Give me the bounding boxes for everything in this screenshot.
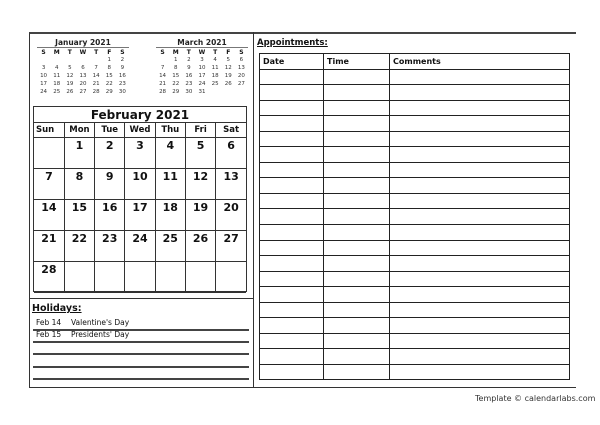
appointment-time-cell[interactable] (324, 116, 390, 132)
appointment-time-cell[interactable] (324, 240, 390, 256)
day-cell (90, 56, 103, 64)
appointments-table (259, 53, 570, 380)
appointment-comments-cell[interactable] (390, 364, 570, 380)
appointment-date-cell[interactable] (260, 162, 324, 178)
day-cell: 26 (224, 81, 232, 87)
appointment-time-cell[interactable] (324, 256, 390, 272)
day-cell: 28 (159, 89, 167, 95)
week-row (34, 261, 246, 292)
appointment-time-cell[interactable] (324, 271, 390, 287)
week-row (37, 72, 129, 80)
holiday-date: Feb 15 (36, 330, 62, 339)
day-cell: 30 (118, 89, 126, 95)
week-row (156, 88, 248, 96)
day-cell: 29 (172, 89, 180, 95)
day-cell: 1 (107, 57, 112, 63)
appointment-time-cell[interactable] (324, 318, 390, 334)
day-cell: 7 (160, 65, 165, 71)
day-cell: 16 (118, 73, 126, 79)
appointment-row (260, 209, 570, 225)
day-cell[interactable]: 23 (95, 230, 125, 261)
appointment-date-cell[interactable] (260, 349, 324, 365)
week-row (156, 56, 248, 64)
day-cell: 17 (40, 81, 48, 87)
footer-credit: Template © calendarlabs.com (475, 394, 596, 403)
appointment-row (260, 178, 570, 194)
appointment-row (260, 364, 570, 380)
panel-divider (253, 32, 254, 388)
mini-calendar-january (37, 38, 129, 96)
weekday-label: T (67, 48, 72, 56)
holidays-title: Holidays: (32, 303, 82, 314)
day-cell: 9 (187, 65, 191, 71)
week-row (156, 80, 248, 88)
day-cell: 29 (105, 89, 113, 95)
divider (33, 329, 249, 331)
day-cell: 2 (187, 57, 191, 63)
appointment-comments-cell[interactable] (390, 349, 570, 365)
appointment-date-cell[interactable] (260, 85, 324, 101)
day-cell[interactable]: 9 (95, 168, 125, 199)
weekday-label: T (94, 48, 99, 56)
day-cell (76, 56, 89, 64)
column-header-time: Time (324, 54, 390, 70)
day-cell[interactable] (95, 261, 125, 292)
day-cell (222, 88, 235, 96)
appointment-row (260, 287, 570, 303)
day-cell: 28 (92, 89, 100, 95)
day-cell: 25 (53, 89, 61, 95)
day-cell: 3 (41, 65, 46, 71)
appointment-time-cell[interactable] (324, 193, 390, 209)
divider (33, 341, 249, 343)
appointment-date-cell[interactable] (260, 100, 324, 116)
day-cell: 4 (213, 57, 217, 63)
appointment-time-cell[interactable] (324, 302, 390, 318)
appointment-date-cell[interactable] (260, 69, 324, 85)
appointment-comments-cell[interactable] (390, 302, 570, 318)
day-cell[interactable]: 15 (64, 199, 94, 230)
day-cell[interactable]: 14 (34, 199, 64, 230)
appointment-time-cell[interactable] (324, 85, 390, 101)
appointment-date-cell[interactable] (260, 364, 324, 380)
appointment-time-cell[interactable] (324, 333, 390, 349)
day-cell: 24 (198, 81, 206, 87)
appointment-row (260, 225, 570, 241)
day-cell[interactable]: 11 (155, 168, 185, 199)
weekday-label: M (53, 48, 60, 56)
day-cell: 18 (211, 73, 219, 79)
day-cell: 23 (185, 81, 193, 87)
day-cell[interactable]: 8 (64, 168, 94, 199)
appointment-time-cell[interactable] (324, 69, 390, 85)
appointment-row (260, 147, 570, 163)
holiday-name: Valentine's Day (71, 318, 130, 327)
day-cell: 5 (226, 57, 231, 63)
appointment-time-cell[interactable] (324, 349, 390, 365)
divider (33, 366, 249, 368)
appointment-comments-cell[interactable] (390, 333, 570, 349)
day-cell: 11 (53, 73, 61, 79)
weekday-label: T (213, 48, 218, 56)
appointment-time-cell[interactable] (324, 178, 390, 194)
appointment-date-cell[interactable] (260, 193, 324, 209)
week-row (34, 137, 246, 168)
day-cell: 7 (94, 65, 98, 71)
appointment-time-cell[interactable] (324, 209, 390, 225)
weekday-header: Sat (216, 123, 246, 137)
day-cell: 1 (173, 57, 178, 63)
appointment-row (260, 333, 570, 349)
day-cell[interactable] (216, 261, 246, 292)
day-cell[interactable]: 25 (155, 230, 185, 261)
appointment-date-cell[interactable] (260, 287, 324, 303)
appointment-comments-cell[interactable] (390, 131, 570, 147)
week-row (34, 168, 246, 199)
appointment-comments-cell[interactable] (390, 240, 570, 256)
appointment-time-cell[interactable] (324, 287, 390, 303)
weekday-header: Wed (125, 123, 155, 137)
day-cell[interactable] (125, 261, 155, 292)
appointment-comments-cell[interactable] (390, 69, 570, 85)
day-cell[interactable] (155, 261, 185, 292)
day-cell[interactable]: 4 (155, 137, 185, 168)
week-row (156, 64, 248, 72)
weekday-header: Thu (155, 123, 185, 137)
day-cell: 22 (172, 81, 180, 87)
day-cell (50, 56, 63, 64)
holiday-item (36, 318, 129, 327)
appointment-date-cell[interactable] (260, 178, 324, 194)
appointment-row (260, 271, 570, 287)
day-cell: 4 (54, 65, 59, 71)
appointment-comments-cell[interactable] (390, 271, 570, 287)
appointments-title: Appointments: (257, 38, 328, 48)
weekday-header: Tue (95, 123, 125, 137)
appointment-comments-cell[interactable] (390, 85, 570, 101)
day-cell[interactable] (64, 261, 94, 292)
weekday-label: W (79, 48, 87, 56)
mini-calendar-title: March 2021 (156, 38, 248, 48)
day-cell: 16 (185, 73, 193, 79)
appointment-row (260, 349, 570, 365)
appointment-row (260, 240, 570, 256)
weekday-label: S (239, 48, 244, 56)
week-row (37, 80, 129, 88)
holidays-section (29, 298, 253, 388)
appointment-row (260, 100, 570, 116)
day-cell[interactable]: 3 (125, 137, 155, 168)
day-cell (209, 88, 222, 96)
divider (33, 353, 249, 355)
column-header-comments: Comments (390, 54, 570, 70)
day-cell[interactable]: 13 (216, 168, 246, 199)
day-cell: 15 (105, 73, 113, 79)
weekday-label: W (198, 48, 206, 56)
day-cell[interactable]: 22 (64, 230, 94, 261)
week-row (37, 88, 129, 96)
day-cell: 2 (120, 57, 125, 63)
day-cell: 17 (198, 73, 206, 79)
day-cell: 15 (172, 73, 180, 79)
appointment-comments-cell[interactable] (390, 318, 570, 334)
appointment-date-cell[interactable] (260, 147, 324, 163)
appointment-comments-cell[interactable] (390, 225, 570, 241)
day-cell: 23 (118, 81, 126, 87)
week-row (37, 56, 129, 64)
appointment-row (260, 318, 570, 334)
day-cell[interactable]: 16 (95, 199, 125, 230)
day-cell: 21 (159, 81, 167, 87)
day-cell[interactable]: 27 (216, 230, 246, 261)
appointment-comments-cell[interactable] (390, 193, 570, 209)
appointment-date-cell[interactable] (260, 271, 324, 287)
day-cell: 19 (224, 73, 232, 79)
weekday-header: Fri (185, 123, 215, 137)
day-cell: 11 (211, 65, 219, 71)
appointment-date-cell[interactable] (260, 225, 324, 241)
day-cell: 24 (40, 89, 48, 95)
day-cell: 3 (200, 57, 204, 63)
day-cell: 10 (198, 65, 206, 71)
day-cell: 25 (211, 81, 219, 87)
day-cell[interactable]: 1 (64, 137, 94, 168)
day-cell[interactable]: 2 (95, 137, 125, 168)
appointment-row (260, 256, 570, 272)
appointment-comments-cell[interactable] (390, 256, 570, 272)
mini-calendar-march (156, 38, 248, 96)
appointment-comments-cell[interactable] (390, 178, 570, 194)
day-cell (37, 56, 50, 64)
mini-calendar-title: January 2021 (37, 38, 129, 48)
day-cell[interactable]: 20 (216, 199, 246, 230)
appointment-date-cell[interactable] (260, 333, 324, 349)
month-title: February 2021 (34, 107, 246, 123)
appointment-comments-cell[interactable] (390, 287, 570, 303)
appointment-date-cell[interactable] (260, 318, 324, 334)
appointment-comments-cell[interactable] (390, 116, 570, 132)
day-cell: 26 (66, 89, 74, 95)
appointment-row (260, 162, 570, 178)
day-cell[interactable]: 18 (155, 199, 185, 230)
day-cell: 31 (198, 89, 206, 95)
holiday-name: Presidents' Day (71, 330, 130, 339)
week-row (34, 230, 246, 261)
day-cell: 14 (159, 73, 167, 79)
day-cell: 8 (107, 65, 112, 71)
day-cell (235, 88, 248, 96)
weekday-label: F (226, 48, 231, 56)
day-cell[interactable]: 21 (34, 230, 64, 261)
weekday-header: Sun (34, 123, 64, 137)
column-header-date: Date (260, 54, 324, 70)
day-cell: 6 (81, 65, 85, 71)
appointment-time-cell[interactable] (324, 225, 390, 241)
day-cell: 12 (66, 73, 74, 79)
day-cell: 20 (79, 81, 87, 87)
day-cell: 21 (92, 81, 100, 87)
appointment-comments-cell[interactable] (390, 209, 570, 225)
holiday-item (36, 330, 129, 339)
day-cell: 8 (173, 65, 178, 71)
day-cell[interactable]: 7 (34, 168, 64, 199)
appointment-date-cell[interactable] (260, 302, 324, 318)
weekday-header: Mon (64, 123, 94, 137)
day-cell: 12 (224, 65, 232, 71)
appointment-row (260, 69, 570, 85)
day-cell[interactable]: 24 (125, 230, 155, 261)
day-cell: 18 (53, 81, 61, 87)
day-cell: 20 (237, 73, 245, 79)
day-cell[interactable] (34, 137, 64, 168)
appointment-row (260, 302, 570, 318)
appointment-date-cell[interactable] (260, 209, 324, 225)
day-cell: 13 (237, 65, 245, 71)
day-cell[interactable] (185, 261, 215, 292)
day-cell: 6 (239, 57, 244, 63)
appointment-comments-cell[interactable] (390, 100, 570, 116)
week-row (37, 64, 129, 72)
day-cell: 14 (92, 73, 100, 79)
day-cell: 9 (120, 65, 125, 71)
week-row (156, 72, 248, 80)
day-cell: 13 (79, 73, 87, 79)
day-cell: 27 (237, 81, 245, 87)
day-cell: 30 (185, 89, 193, 95)
day-cell[interactable]: 26 (185, 230, 215, 261)
day-cell[interactable]: 17 (125, 199, 155, 230)
appointment-comments-cell[interactable] (390, 162, 570, 178)
day-cell: 5 (68, 65, 72, 71)
week-row (34, 199, 246, 230)
appointment-row (260, 131, 570, 147)
day-cell (156, 56, 169, 64)
appointment-date-cell[interactable] (260, 256, 324, 272)
weekday-label: T (186, 48, 191, 56)
day-cell[interactable]: 12 (185, 168, 215, 199)
appointment-time-cell[interactable] (324, 100, 390, 116)
day-cell[interactable]: 28 (34, 261, 64, 292)
appointment-row (260, 85, 570, 101)
divider (33, 378, 249, 380)
appointment-date-cell[interactable] (260, 116, 324, 132)
appointment-time-cell[interactable] (324, 131, 390, 147)
weekday-label: M (172, 48, 179, 56)
appointment-date-cell[interactable] (260, 240, 324, 256)
weekday-label: S (160, 48, 165, 56)
appointment-comments-cell[interactable] (390, 147, 570, 163)
day-cell[interactable]: 5 (185, 137, 215, 168)
appointment-time-cell[interactable] (324, 147, 390, 163)
weekday-label: F (107, 48, 112, 56)
appointment-date-cell[interactable] (260, 131, 324, 147)
weekday-label: S (120, 48, 125, 56)
weekday-label: S (41, 48, 46, 56)
appointment-row (260, 193, 570, 209)
holiday-date: Feb 14 (36, 318, 62, 327)
appointment-row (260, 116, 570, 132)
day-cell: 27 (79, 89, 87, 95)
day-cell[interactable]: 19 (185, 199, 215, 230)
month-calendar-february (33, 106, 247, 292)
appointment-time-cell[interactable] (324, 364, 390, 380)
day-cell (63, 56, 76, 64)
day-cell[interactable]: 10 (125, 168, 155, 199)
day-cell: 19 (66, 81, 74, 87)
day-cell[interactable]: 6 (216, 137, 246, 168)
day-cell: 10 (40, 73, 48, 79)
day-cell: 22 (105, 81, 113, 87)
appointment-time-cell[interactable] (324, 162, 390, 178)
